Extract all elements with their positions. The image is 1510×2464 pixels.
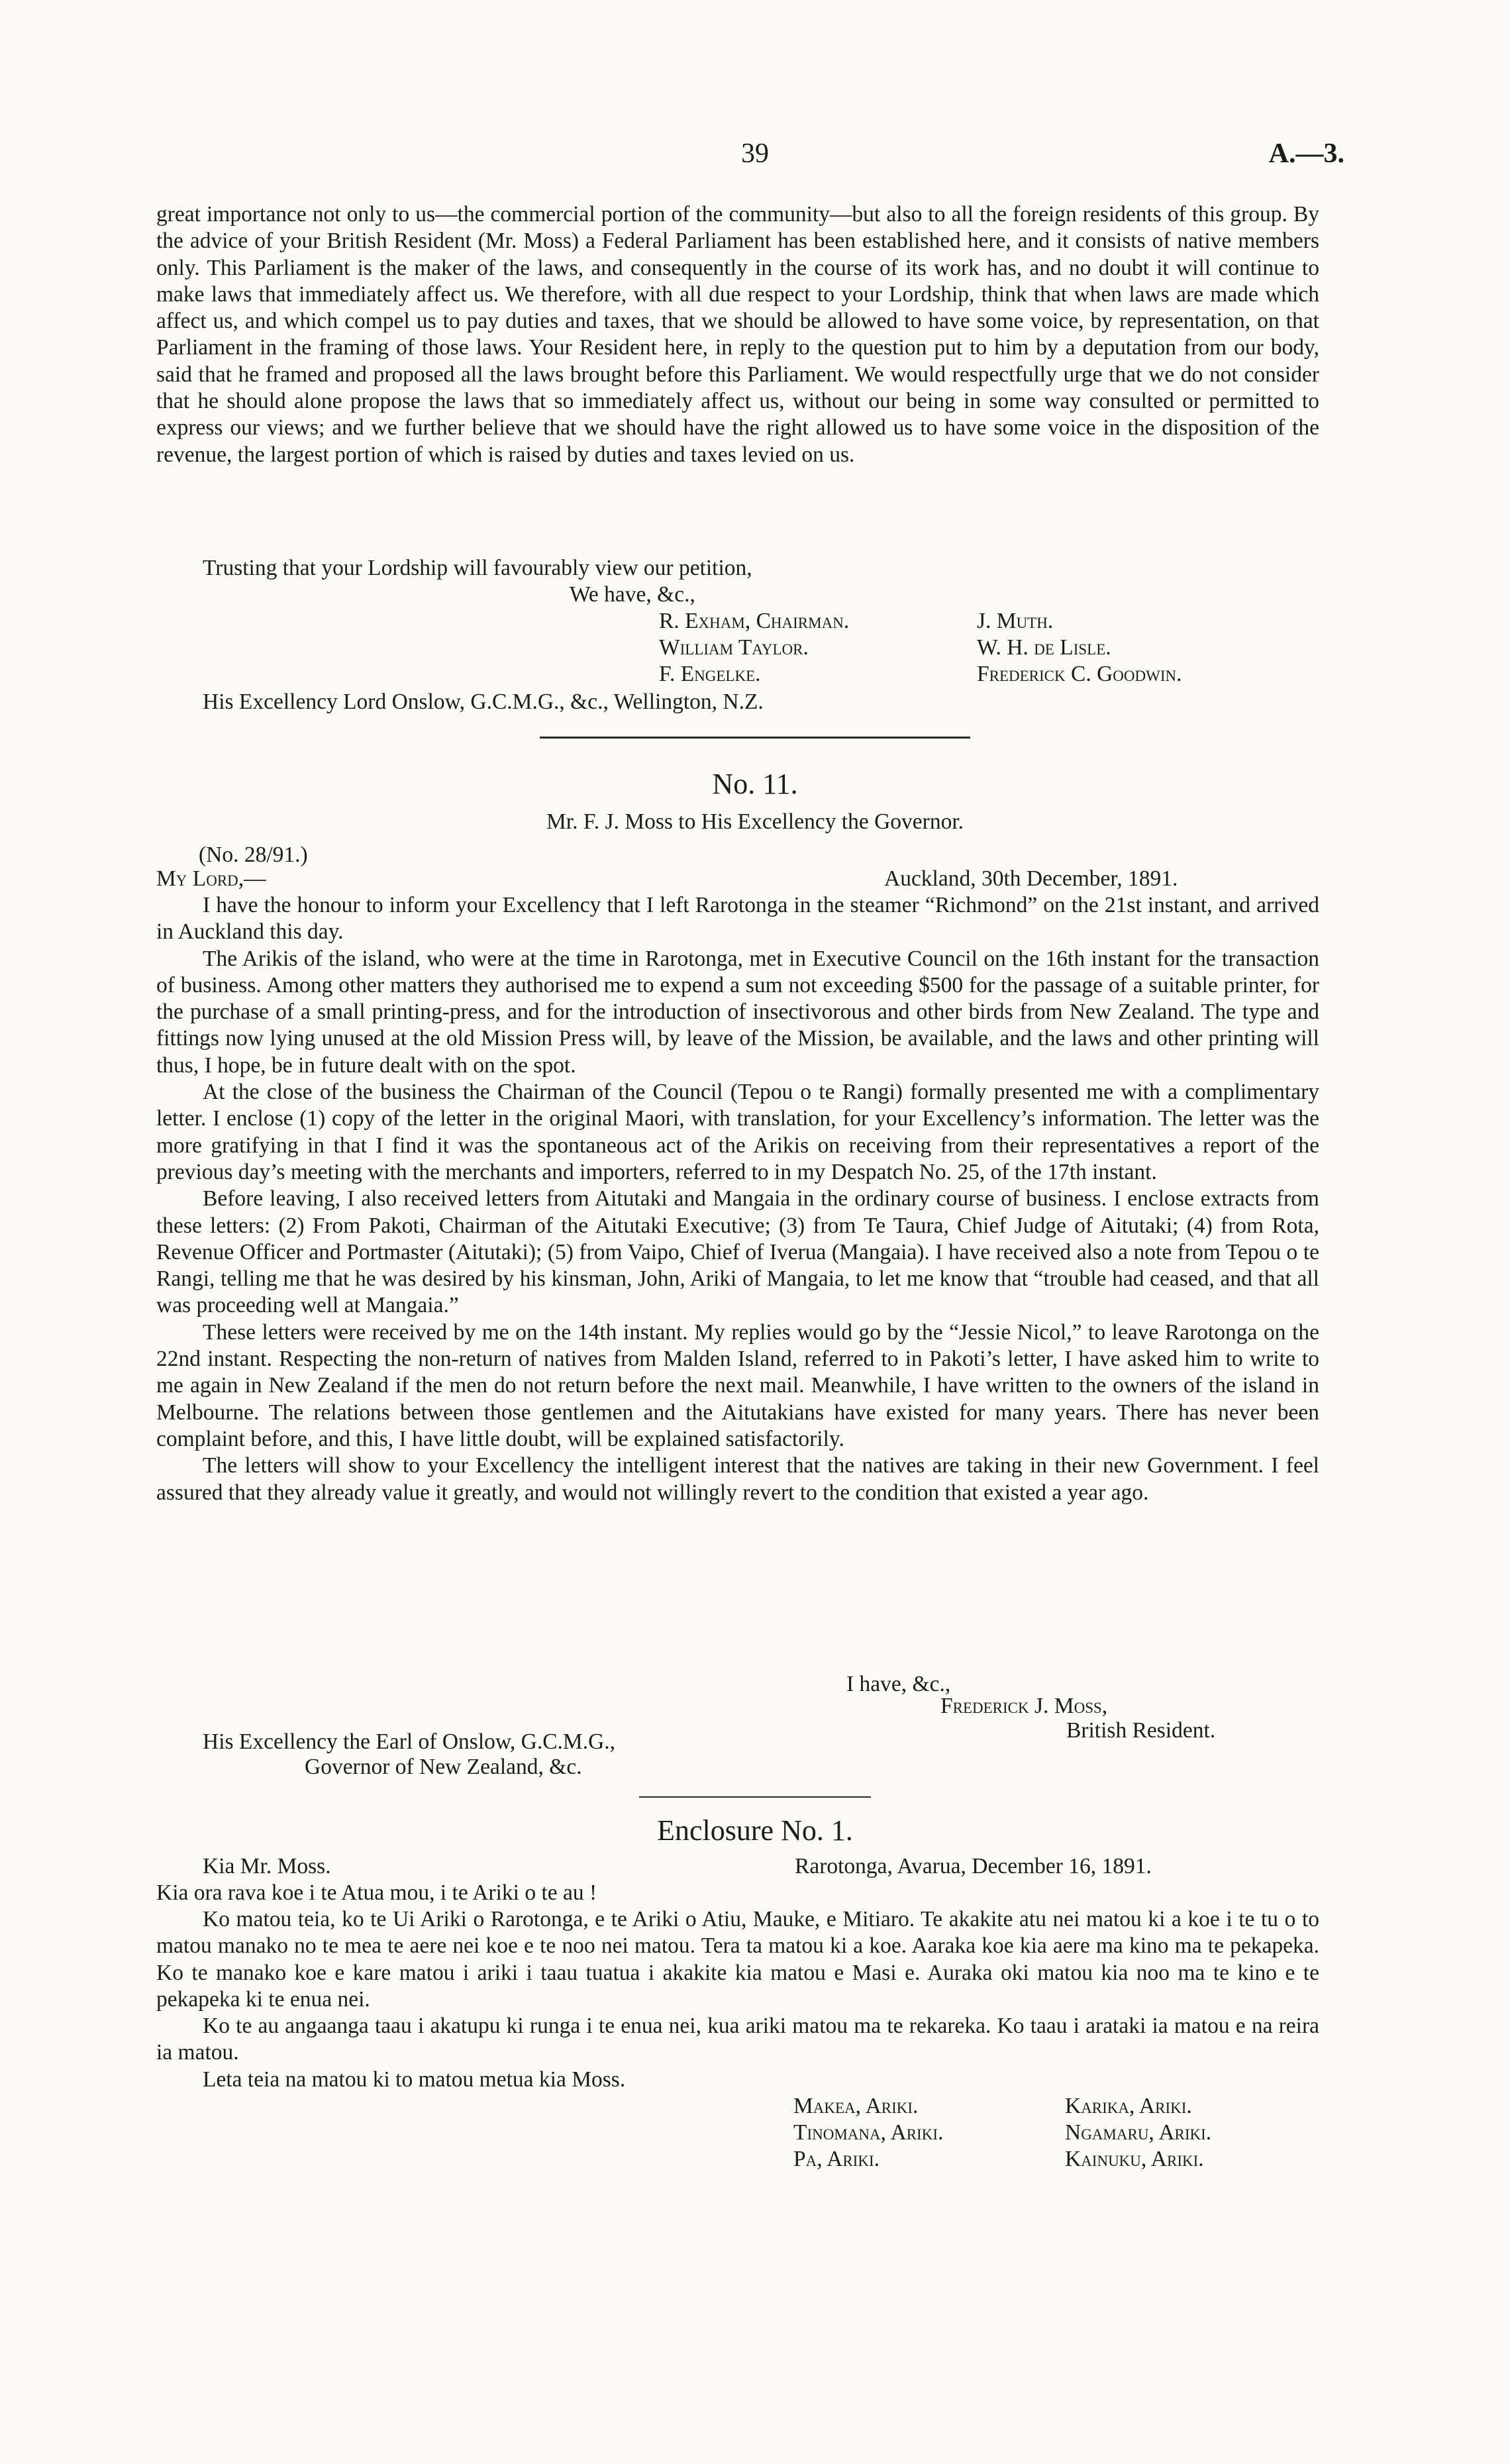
enclosure-signatory-left: Tinomana, Ariki. [793, 2120, 944, 2145]
document-reference: A.—3. [1268, 138, 1344, 169]
letter-paragraph: Before leaving, I also received letters from Aitutaki and Mangaia in the ordinary course of business. I enclose extracts from these letters: (2) From Pakoti, Chairman of the Aitutaki Executive; (3) from Te Taura, Chief Judge of Aitutaki; (4) from Rota, Revenue Officer and Portmaster (Aitutaki); (5) from Vaipo, Chief of Iverua (Mangaia). I have received also a note from Tepou o te Rangi, telling me that he was desired by his kinsman, John, Ariki of Mangaia, to let me know that “trouble had ceased, and that all was proceeding well at Mangaia.” [156, 1186, 1319, 1318]
enclosure-paragraph: Ko matou teia, ko te Ui Ariki o Rarotonga, e te Ariki o Atiu, Mauke, e Mitiaro. Te akakite atu nei matou ki a koe i te tu o to matou manako no te mea te aere nei koe e te noo nei matou. Tera ta matou ki a koe. Aaraka koe kia aere ma kino ma te pekapeka. Ko te manako koe e kare matou i ariki i taau tuatua i akakite kia matou e Masi e. Auraka oki matou kia noo ma te kino e te pekapeka ki te enua nei. [156, 1907, 1319, 2012]
letter-addressee: His Excellency the Earl of Onslow, G.C.M.G., [203, 1729, 616, 1754]
enclosure-signatory-right: Karika, Ariki. [1065, 2094, 1192, 2118]
section-divider [540, 737, 970, 739]
letter-number: No. 11. [712, 768, 798, 800]
letter-paragraph: The letters will show to your Excellency the intelligent interest that the natives are taking in their new Government. I feel assured that they already value it greatly, and would not willingly revert to the condition that existed a year ago. [156, 1453, 1319, 1505]
section-divider [639, 1796, 871, 1798]
petition-addressee: His Excellency Lord Onslow, G.C.M.G., &c., Wellington, N.Z. [203, 690, 764, 714]
enclosure-paragraph: Leta teia na matou ki to matou metua kia Moss. [203, 2067, 626, 2092]
letter-paragraph: The Arikis of the island, who were at the time in Rarotonga, met in Executive Council on the 16th instant for the transaction of business. Among other matters they authorised me to expend a sum not exceeding $500 for the passage of a suitable printer, for the purchase of a small printing-press, and for the introduction of insectivorous and other birds from New Zealand. The type and fittings now lying unused at the old Mission Press will, by leave of the Mission, be available, and the laws and other printing will thus, I hope, be in future dealt with on the spot. [156, 946, 1319, 1078]
letter-reference: (No. 28/91.) [199, 843, 308, 867]
letter-signature: Frederick J. Moss, [940, 1694, 1108, 1718]
letter-place-date: Auckland, 30th December, 1891. [884, 866, 1178, 891]
signatory-left: F. Engelke. [659, 662, 761, 686]
signatory-right: Frederick C. Goodwin. [977, 662, 1182, 686]
enclosure-signatory-left: Pa, Ariki. [793, 2147, 880, 2171]
letter-paragraph: At the close of the business the Chairman of the Council (Tepou o te Rangi) formally presented me with a complimentary letter. I enclose (1) copy of the letter in the original Maori, with translation, for your Excellency’s information. The letter was the more gratifying in that I find it was the spontaneous act of the Arikis on receiving from their representatives a report of the previous day’s meeting with the merchants and importers, referred to in my Despatch No. 25, of the 17th instant. [156, 1080, 1319, 1184]
enclosure-signatory-left: Makea, Ariki. [793, 2094, 919, 2118]
enclosure-to: Kia Mr. Moss. [203, 1854, 331, 1878]
signatory-right: W. H. de Lisle. [977, 635, 1111, 660]
enclosure-body [156, 1906, 1319, 2093]
enclosure-heading: Enclosure No. 1. [657, 1814, 853, 1847]
letter-salutation: My Lord,— [156, 866, 266, 891]
petition-we-have: We have, &c., [570, 582, 695, 607]
petition-closing: Trusting that your Lordship will favourably view our petition, [203, 556, 752, 580]
letter-paragraph: These letters were received by me on the 14th instant. My replies would go by the “Jessie Nicol,” to leave Rarotonga on the 22nd instant. Respecting the non-return of natives from Malden Island, referred to in Pakoti’s letter, I have asked him to write to me again in New Zealand if the men do not return before the next mail. Meanwhile, I have written to the owners of the island in Melbourne. The relations between those gentlemen and the Aitutakians have existed for many years. There has never been complaint before, and this, I have little doubt, will be explained satisfactorily. [156, 1319, 1319, 1451]
letter-subtitle: Mr. F. J. Moss to His Excellency the Governor. [546, 809, 964, 834]
letter-addressee: Governor of New Zealand, &c. [305, 1755, 582, 1779]
letter-signatory-title: British Resident. [1066, 1718, 1216, 1743]
signatory-left: R. Exham, Chairman. [659, 609, 850, 633]
letter-i-have: I have, &c., [846, 1672, 951, 1696]
enclosure-greeting: Kia ora rava koe i te Atua mou, i te Ariki o te au ! [156, 1880, 597, 1905]
enclosure-signatory-right: Kainuku, Ariki. [1065, 2147, 1204, 2171]
signatory-right: J. Muth. [977, 609, 1054, 633]
petition-paragraph: great importance not only to us—the commercial portion of the community—but also to all the foreign residents of this group. By the advice of your British Resident (Mr. Moss) a Federal Parliament has been established here, and it consists of native members only. This Parliament is the maker of the laws, and consequently in the course of its work has, and no doubt it will continue to make laws that immediately affect us. We therefore, with all due respect to your Lordship, think that when laws are made which affect us, and which compel us to pay duties and taxes, that we should be allowed to have some voice, by representation, on that Parliament in the framing of those laws. Your Resident here, in reply to the question put to him by a deputation from our body, said that he framed and proposed all the laws brought before this Parliament. We would respectfully urge that we do not consider that he should alone propose the laws that so immediately affect us, without our being in some way consulted or permitted to express our views; and we further believe that we should have the right allowed us to have some voice in the disposition of the revenue, the largest portion of which is raised by duties and taxes levied on us. [156, 202, 1319, 467]
enclosure-paragraph: Ko te au angaanga taau i akatupu ki runga i te enua nei, kua ariki matou ma te rekareka. Ko taau i arataki ia matou e na reira ia matou. [156, 2014, 1319, 2065]
page-number: 39 [741, 138, 769, 169]
letter-body [156, 892, 1319, 1506]
signatory-left: William Taylor. [659, 635, 809, 660]
letter-paragraph: I have the honour to inform your Excellency that I left Rarotonga in the steamer “Richmond” on the 21st instant, and arrived in Auckland this day. [156, 893, 1319, 945]
enclosure-place-date: Rarotonga, Avarua, December 16, 1891. [795, 1854, 1152, 1878]
enclosure-signatory-right: Ngamaru, Ariki. [1065, 2120, 1212, 2145]
